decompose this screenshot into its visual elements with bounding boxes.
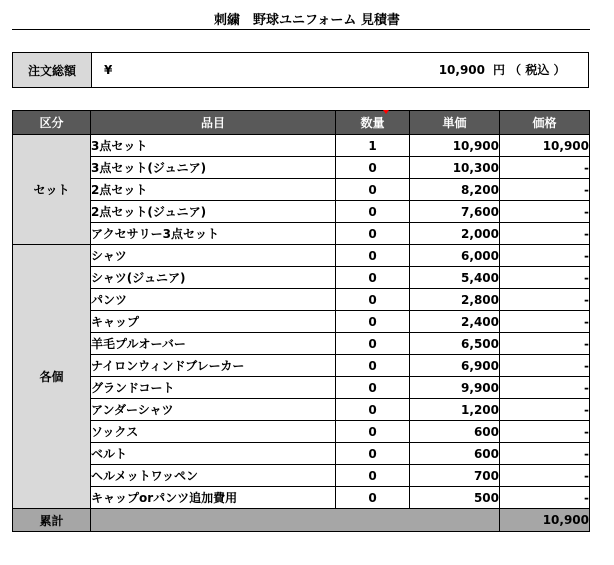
unit-price-cell: 8,200 (410, 179, 500, 201)
unit-price-cell: 500 (410, 487, 500, 509)
quantity-cell[interactable]: 0 (336, 421, 410, 443)
item-name: ナイロンウィンドブレーカー (91, 355, 336, 377)
amount-cell: - (500, 201, 590, 223)
table-row (13, 201, 590, 223)
table-row (13, 355, 590, 377)
unit-price-cell: 9,900 (410, 377, 500, 399)
table-header-row (13, 111, 590, 135)
table-row (13, 399, 590, 421)
amount-cell: - (500, 311, 590, 333)
table-row (13, 421, 590, 443)
order-total-box (12, 52, 589, 88)
quantity-cell[interactable]: 0 (336, 179, 410, 201)
unit-price-cell: 600 (410, 421, 500, 443)
group-label: セット (13, 135, 91, 245)
order-total-label: 注文総額 (13, 53, 92, 87)
item-name: アンダーシャツ (91, 399, 336, 421)
table-row (13, 487, 590, 509)
table-row (13, 289, 590, 311)
quantity-cell[interactable]: 0 (336, 443, 410, 465)
title-underline (12, 29, 590, 30)
item-name: 3点セット (91, 135, 336, 157)
amount-cell: - (500, 333, 590, 355)
header-price: 単価 (410, 111, 500, 135)
order-total-amount[interactable]: 10,900 (438, 63, 485, 77)
unit-price-cell: 10,300 (410, 157, 500, 179)
quantity-cell[interactable]: 1 (336, 135, 410, 157)
table-row (13, 157, 590, 179)
header-amount: 価格 (500, 111, 590, 135)
item-name: パンツ (91, 289, 336, 311)
currency-symbol: ¥ (104, 63, 113, 77)
unit-price-cell: 2,000 (410, 223, 500, 245)
quantity-cell[interactable]: 0 (336, 201, 410, 223)
table-row (13, 377, 590, 399)
item-name: キャップ (91, 311, 336, 333)
item-name: 3点セット(ジュニア) (91, 157, 336, 179)
group-label: 各個 (13, 245, 91, 509)
estimate-table (12, 110, 590, 532)
amount-cell: - (500, 443, 590, 465)
table-row (13, 223, 590, 245)
item-name: 2点セット (91, 179, 336, 201)
table-row (13, 135, 590, 157)
table-row (13, 465, 590, 487)
item-name: アクセサリー3点セット (91, 223, 336, 245)
quantity-cell[interactable]: 0 (336, 399, 410, 421)
item-name: ベルト (91, 443, 336, 465)
item-name: シャツ (91, 245, 336, 267)
amount-cell: - (500, 487, 590, 509)
unit-price-cell: 2,400 (410, 311, 500, 333)
unit-price-cell: 6,500 (410, 333, 500, 355)
quantity-cell[interactable]: 0 (336, 157, 410, 179)
page-title: 刺繍 野球ユニフォーム 見積書 (214, 13, 400, 28)
amount-cell: - (500, 267, 590, 289)
table-row (13, 443, 590, 465)
header-item: 品目 (91, 111, 336, 135)
order-total-unit: 円 （ 税込 ） (493, 63, 566, 77)
sum-row (13, 509, 590, 532)
unit-price-cell: 2,800 (410, 289, 500, 311)
header-kubun: 区分 (13, 111, 91, 135)
table-row (13, 267, 590, 289)
quantity-cell[interactable]: 0 (336, 267, 410, 289)
amount-cell: - (500, 399, 590, 421)
unit-price-cell: 1,200 (410, 399, 500, 421)
header-qty: 数量 (336, 111, 410, 135)
quantity-cell[interactable]: 0 (336, 311, 410, 333)
unit-price-cell: 7,600 (410, 201, 500, 223)
amount-cell: - (500, 157, 590, 179)
amount-cell: - (500, 223, 590, 245)
sum-label: 累計 (13, 509, 91, 532)
quantity-cell[interactable]: 0 (336, 333, 410, 355)
amount-cell: - (500, 245, 590, 267)
unit-price-cell: 6,900 (410, 355, 500, 377)
item-name: キャップorパンツ追加費用 (91, 487, 336, 509)
amount-cell: 10,900 (500, 135, 590, 157)
table-row (13, 333, 590, 355)
item-name: ヘルメットワッペン (91, 465, 336, 487)
quantity-cell[interactable]: 0 (336, 223, 410, 245)
item-name: シャツ(ジュニア) (91, 267, 336, 289)
unit-price-cell: 5,400 (410, 267, 500, 289)
unit-price-cell: 6,000 (410, 245, 500, 267)
amount-cell: - (500, 465, 590, 487)
quantity-cell[interactable]: 0 (336, 465, 410, 487)
unit-price-cell: 700 (410, 465, 500, 487)
table-row (13, 311, 590, 333)
amount-cell: - (500, 377, 590, 399)
comment-marker-icon (383, 110, 389, 114)
item-name: ソックス (91, 421, 336, 443)
item-name: 2点セット(ジュニア) (91, 201, 336, 223)
table-row (13, 245, 590, 267)
amount-cell: - (500, 355, 590, 377)
table-row (13, 179, 590, 201)
quantity-cell[interactable]: 0 (336, 289, 410, 311)
quantity-cell[interactable]: 0 (336, 487, 410, 509)
item-name: グランドコート (91, 377, 336, 399)
amount-cell: - (500, 421, 590, 443)
sum-blank-cell (91, 509, 500, 532)
unit-price-cell: 10,900 (410, 135, 500, 157)
amount-cell: - (500, 289, 590, 311)
quantity-cell[interactable]: 0 (336, 377, 410, 399)
quantity-cell[interactable]: 0 (336, 355, 410, 377)
item-name: 羊毛プルオーバー (91, 333, 336, 355)
quantity-cell[interactable]: 0 (336, 245, 410, 267)
unit-price-cell: 600 (410, 443, 500, 465)
amount-cell: - (500, 179, 590, 201)
sum-amount: 10,900 (500, 509, 590, 532)
